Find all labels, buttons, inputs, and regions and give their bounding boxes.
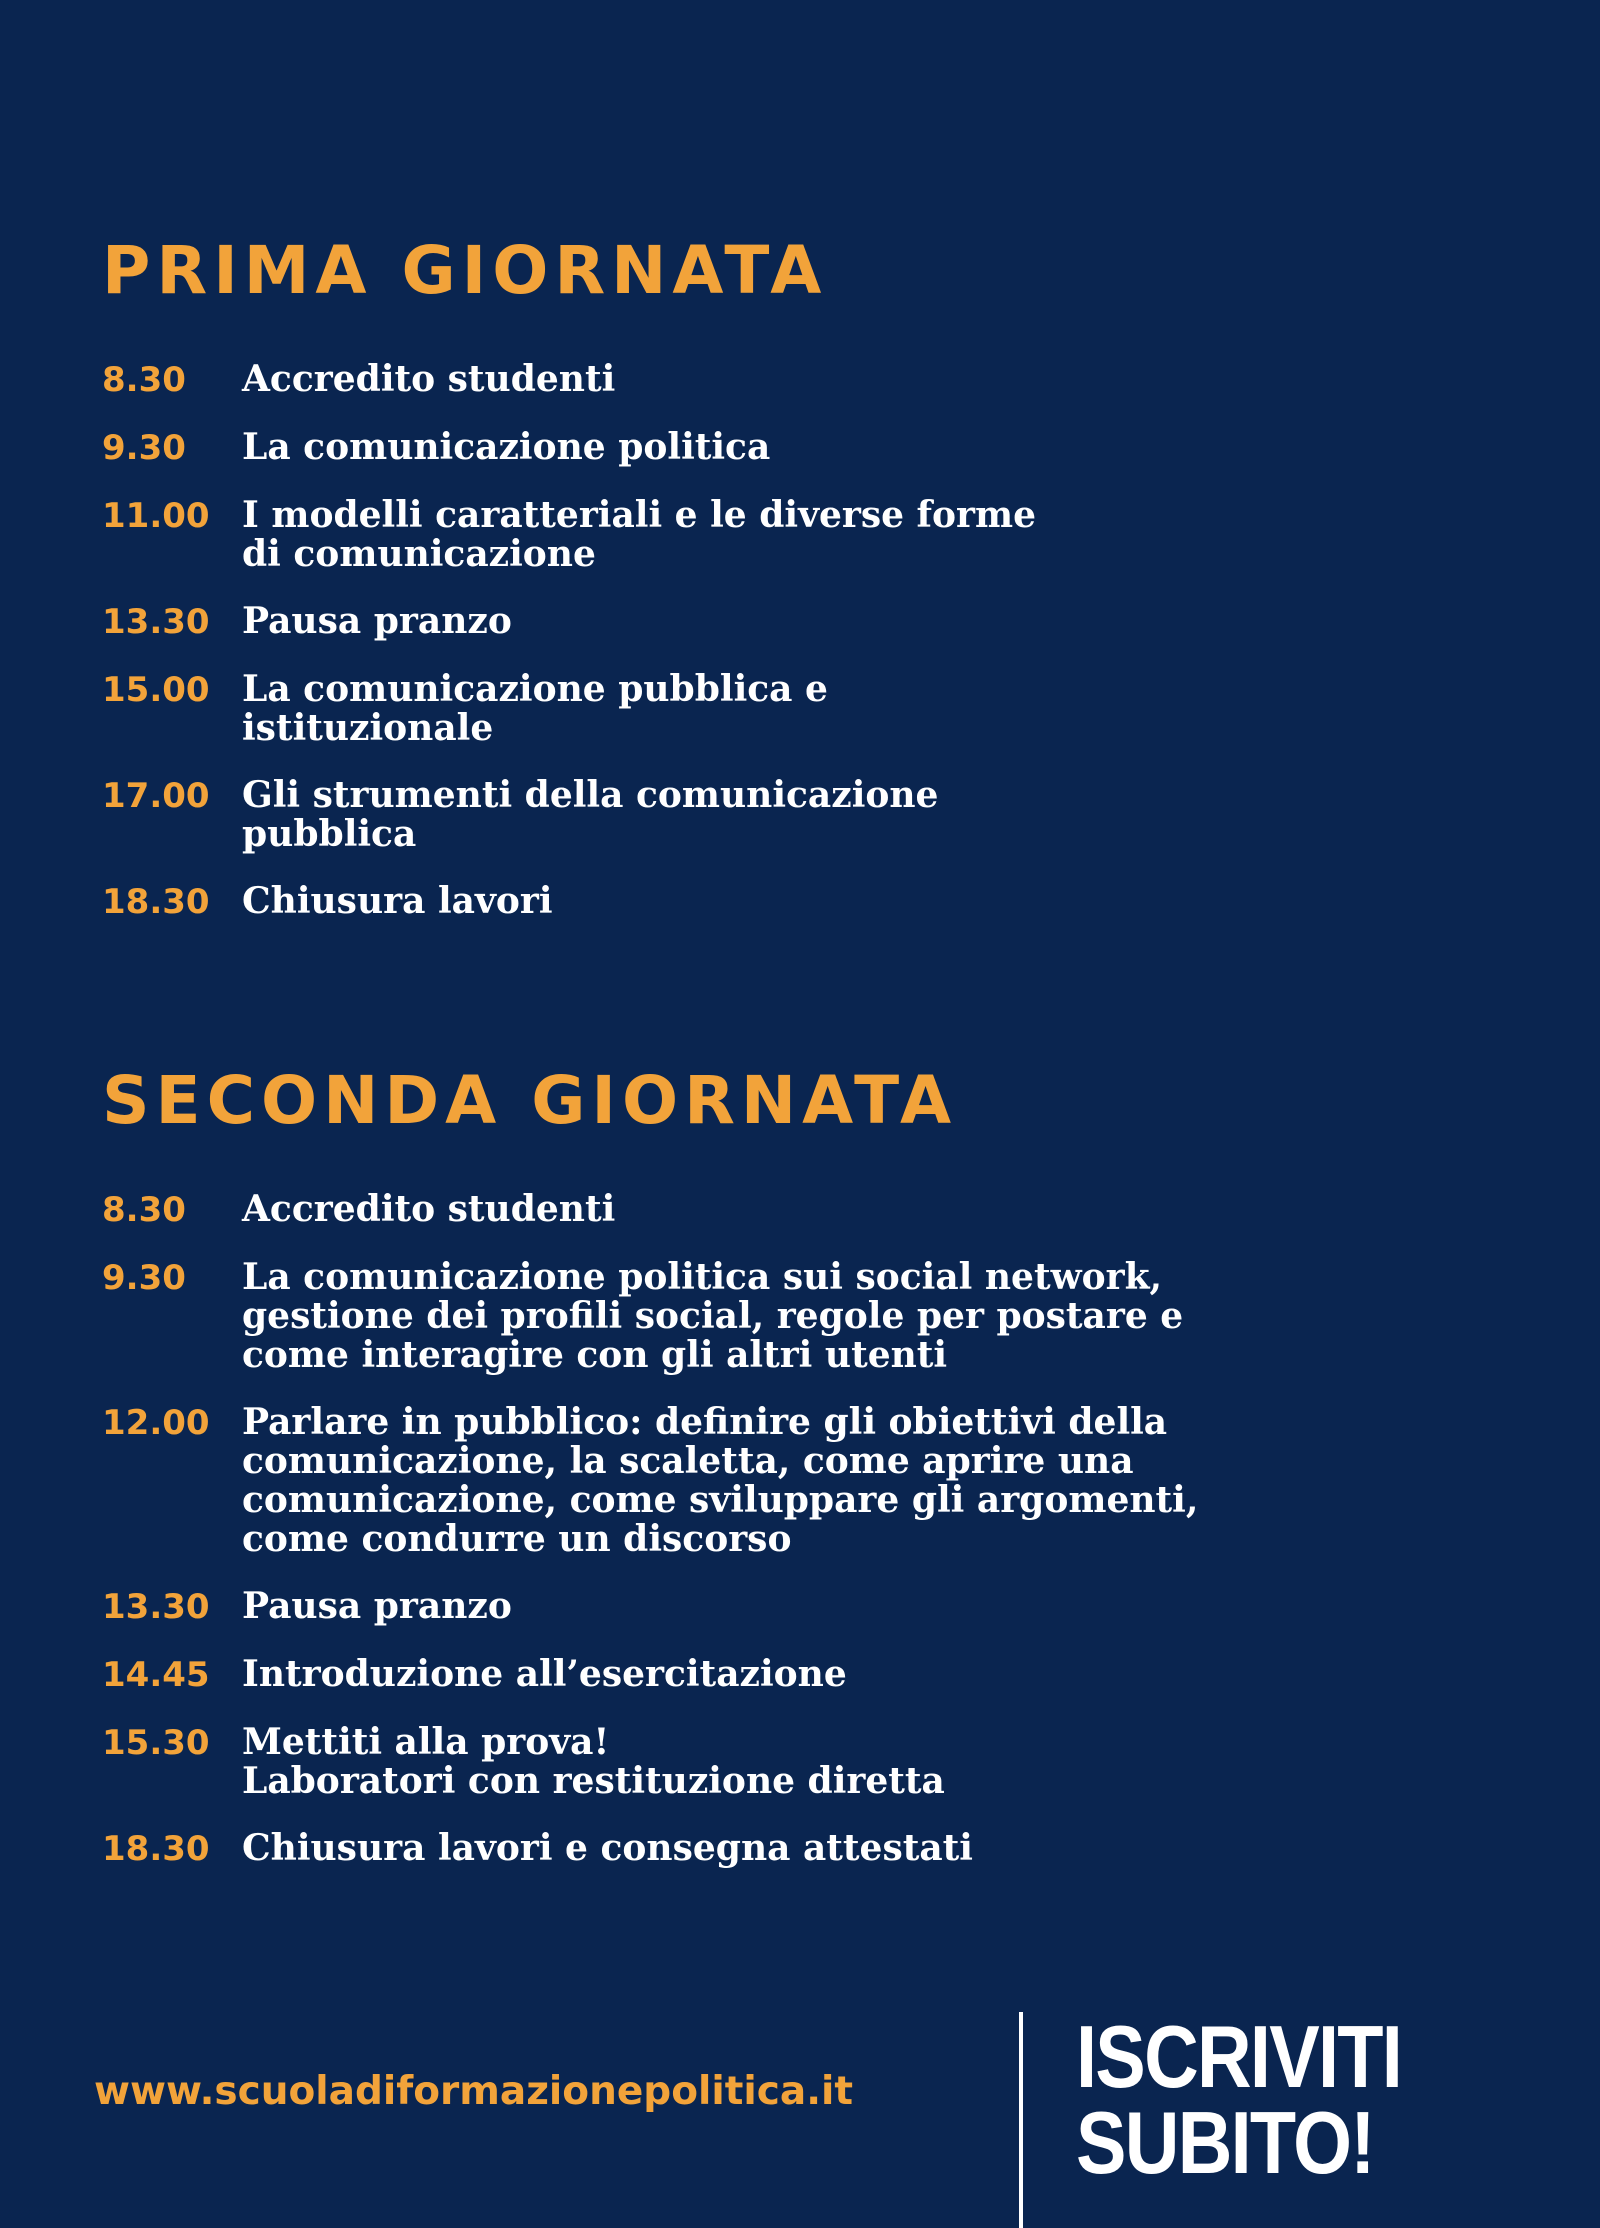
day-2-title: SECONDA GIORNATA [102, 1062, 958, 1139]
schedule-time: 8.30 [102, 1190, 186, 1230]
schedule-time: 11.00 [102, 496, 210, 536]
day-1-schedule [102, 360, 1442, 922]
schedule-item [102, 1723, 1442, 1801]
schedule-label: Introduzione all’esercitazione [242, 1653, 847, 1695]
schedule-label: Accredito studenti [242, 358, 616, 400]
schedule-item [102, 1403, 1442, 1559]
schedule-item [102, 882, 1442, 922]
schedule-label: La comunicazione politica sui social network, gestione dei profili social, regole per postare e come interagire con gli altri utenti [242, 1256, 1184, 1376]
schedule-label: Accredito studenti [242, 1188, 616, 1230]
schedule-item [102, 496, 1442, 574]
schedule-label: Chiusura lavori [242, 880, 553, 922]
schedule-time: 12.00 [102, 1403, 210, 1443]
schedule-item [102, 360, 1442, 400]
schedule-item [102, 1829, 1442, 1869]
schedule-time: 18.30 [102, 1829, 210, 1869]
day-2-section [102, 1062, 1442, 1869]
schedule-item [102, 670, 1442, 748]
schedule-item [102, 1587, 1442, 1627]
schedule-label: La comunicazione politica [242, 426, 771, 468]
schedule-item [102, 1655, 1442, 1695]
schedule-time: 14.45 [102, 1655, 210, 1695]
schedule-label: Parlare in pubblico: definire gli obiettivi della comunicazione, la scaletta, come aprire una comunicazione, come sviluppare gli argomenti, come condurre un discorso [242, 1401, 1199, 1560]
day-1-section [102, 232, 1442, 922]
schedule-time: 9.30 [102, 1258, 186, 1298]
schedule-time: 18.30 [102, 882, 210, 922]
schedule-time: 15.30 [102, 1723, 210, 1763]
day-2-schedule [102, 1190, 1442, 1869]
schedule-time: 15.00 [102, 670, 210, 710]
schedule-item [102, 428, 1442, 468]
schedule-label: Chiusura lavori e consegna attestati [242, 1827, 973, 1869]
schedule-label: Mettiti alla prova! Laboratori con restituzione diretta [242, 1721, 945, 1802]
website-link[interactable]: www.scuoladiformazionepolitica.it [94, 2069, 854, 2114]
schedule-time: 13.30 [102, 1587, 210, 1627]
schedule-item [102, 1258, 1442, 1375]
schedule-time: 8.30 [102, 360, 186, 400]
schedule-time: 9.30 [102, 428, 186, 468]
schedule-time: 13.30 [102, 602, 210, 642]
schedule-label: La comunicazione pubblica e istituzionale [242, 668, 828, 749]
schedule-item [102, 1190, 1442, 1230]
signup-cta[interactable]: ISCRIVITI SUBITO! [1076, 2007, 1402, 2192]
footer-divider [1019, 2012, 1023, 2228]
schedule-item [102, 602, 1442, 642]
schedule-item [102, 776, 1442, 854]
day-1-title: PRIMA GIORNATA [102, 232, 828, 309]
schedule-label: Pausa pranzo [242, 600, 512, 642]
schedule-label: I modelli caratteriali e le diverse forme di comunicazione [242, 494, 1037, 575]
schedule-time: 17.00 [102, 776, 210, 816]
schedule-label: Gli strumenti della comunicazione pubblica [242, 774, 939, 855]
schedule-label: Pausa pranzo [242, 1585, 512, 1627]
